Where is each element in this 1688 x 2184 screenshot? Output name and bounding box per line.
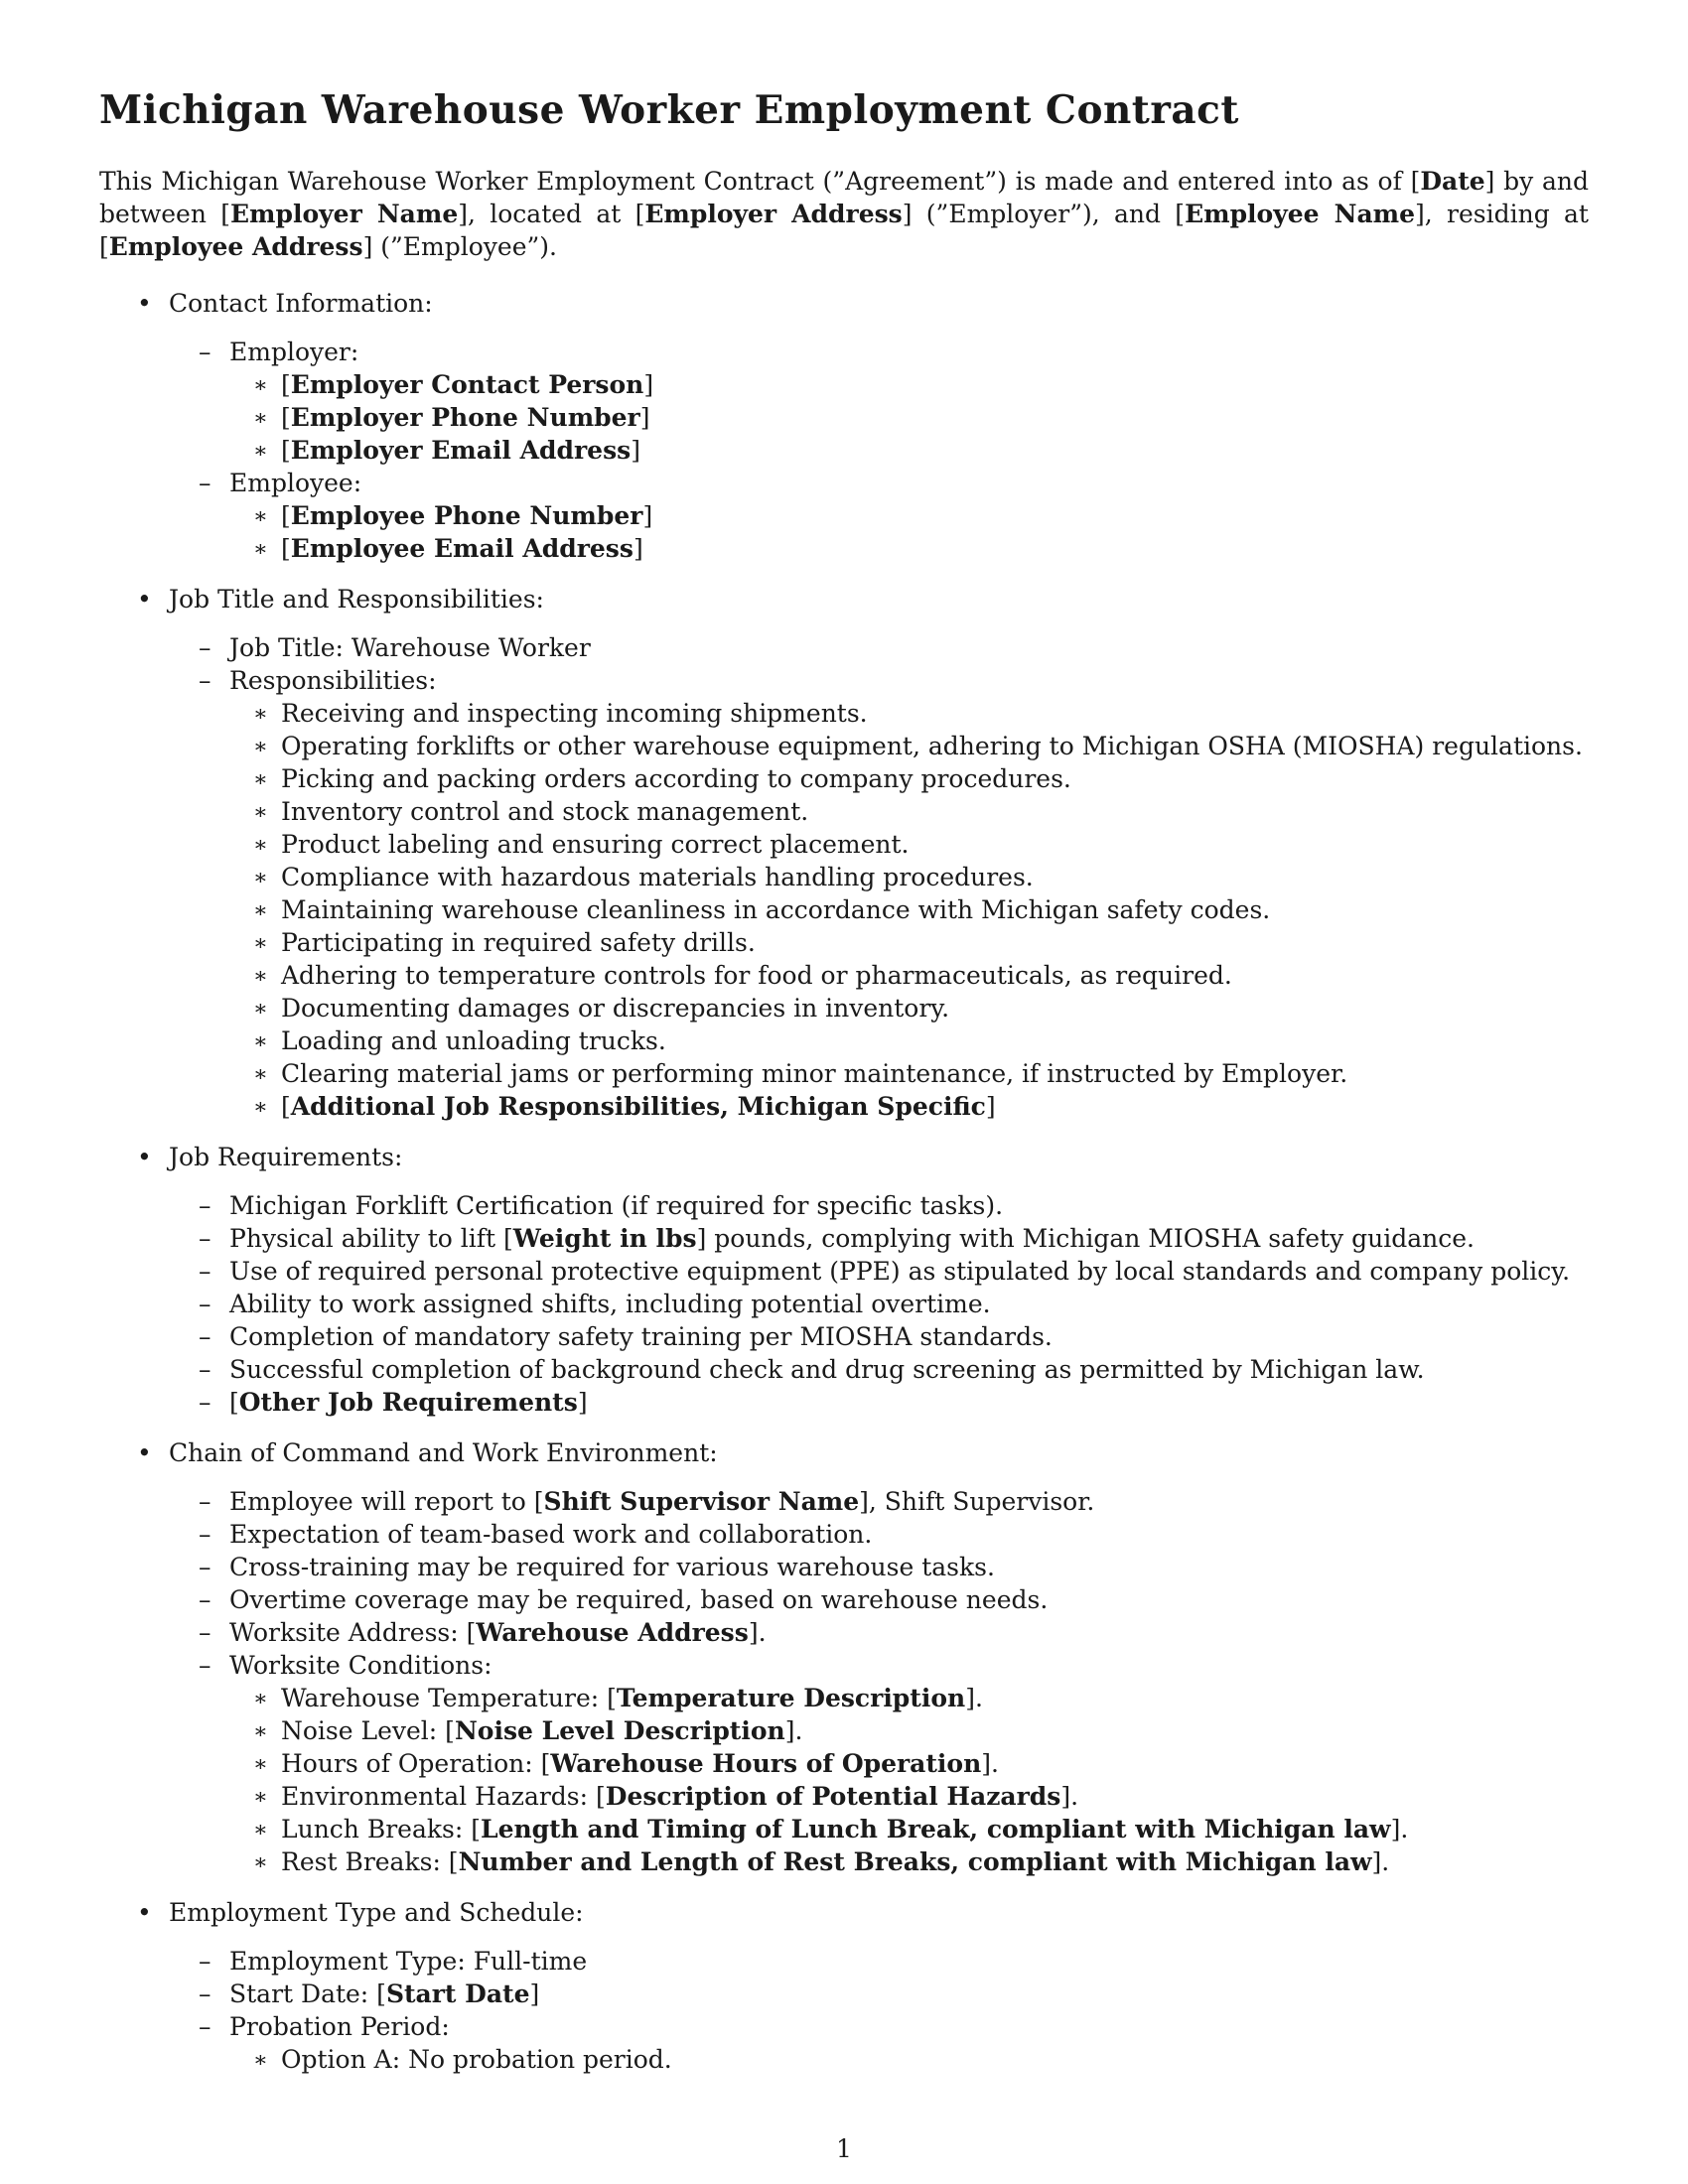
section-employment-type [99, 1896, 1589, 2076]
list-item [169, 664, 1589, 1123]
start-date-placeholder: Start Date [385, 1979, 530, 2008]
list-item: ∗ [Employer Phone Number] [229, 401, 1589, 434]
intro-text: ] by and between [ [99, 167, 1589, 228]
requirement-text: Physical ability to lift [ [229, 1224, 513, 1253]
section-heading: • Contact Information: [169, 289, 433, 318]
list-item: – [Other Job Requirements] [169, 1386, 1589, 1419]
list-item: – Successful completion of background check and drug screening as permitted by Michigan law. [169, 1353, 1589, 1386]
list-item: ∗ Environmental Hazards: [Description of Potential Hazards]. [229, 1780, 1589, 1813]
list-item: – Expectation of team-based work and collaboration. [169, 1518, 1589, 1551]
list-item [169, 1222, 1589, 1255]
rest-breaks-placeholder: Number and Length of Rest Breaks, compliant with Michigan law [458, 1847, 1372, 1876]
list-item: ∗ Rest Breaks: [Number and Length of Rest Breaks, compliant with Michigan law]. [229, 1845, 1589, 1878]
hours-placeholder: Warehouse Hours of Operation [550, 1749, 982, 1778]
list-item: ∗ Participating in required safety drills. [229, 926, 1589, 959]
intro-text: This Michigan Warehouse Worker Employment Contract (”Agreement”) is made and entered into as of [ [99, 167, 1421, 196]
intro-paragraph [99, 165, 1589, 263]
employee-address-placeholder: Employee Address [108, 232, 363, 261]
section-contact-information [99, 287, 1589, 565]
list-item: ∗ Inventory control and stock management. [229, 795, 1589, 828]
list-item [169, 1649, 1589, 1878]
list-item: ∗ Loading and unloading trucks. [229, 1024, 1589, 1057]
noise-level-placeholder: Noise Level Description [454, 1716, 785, 1745]
list-item: ∗ [Employee Email Address] [229, 532, 1589, 565]
list-item: – Completion of mandatory safety training per MIOSHA standards. [169, 1320, 1589, 1353]
warehouse-address-placeholder: Warehouse Address [476, 1618, 749, 1647]
conditions-list [229, 1682, 1589, 1878]
conditions-label: Worksite Conditions: [229, 1651, 492, 1680]
contract-sections [99, 287, 1589, 2076]
section-heading: • Job Requirements: [169, 1143, 403, 1171]
employee-label: Employee: [229, 469, 362, 497]
contract-page [99, 87, 1589, 2094]
weight-placeholder: Weight in lbs [512, 1224, 697, 1253]
list-item: ∗ Maintaining warehouse cleanliness in accordance with Michigan safety codes. [229, 893, 1589, 926]
section-chain-of-command [99, 1436, 1589, 1878]
list-item: ∗ Option A: No probation period. [229, 2043, 1589, 2076]
list-item: ∗ Lunch Breaks: [Length and Timing of Lunch Break, compliant with Michigan law]. [229, 1813, 1589, 1845]
list-item: – Employment Type: Full-time [169, 1945, 1589, 1978]
list-item: ∗ Hours of Operation: [Warehouse Hours of Operation]. [229, 1747, 1589, 1780]
page-number: 1 [836, 2134, 852, 2163]
section-job-title-responsibilities [99, 583, 1589, 1123]
chain-text: Worksite Address: [ [229, 1618, 477, 1647]
employee-email-placeholder: Employee Email Address [290, 534, 633, 563]
employer-contact-placeholder: Employer Contact Person [290, 370, 644, 399]
section-heading: • Job Title and Responsibilities: [169, 585, 544, 614]
list-item: ∗ Operating forklifts or other warehouse equipment, adhering to Michigan OSHA (MIOSHA) regulations. [229, 730, 1589, 762]
list-item: – Use of required personal protective equipment (PPE) as stipulated by local standards and company policy. [169, 1255, 1589, 1288]
responsibilities-label: Responsibilities: [229, 666, 437, 695]
lunch-break-placeholder: Length and Timing of Lunch Break, compliant with Michigan law [480, 1815, 1391, 1843]
employer-address-placeholder: Employer Address [644, 200, 903, 228]
chain-text: Employee will report to [ [229, 1487, 544, 1516]
list-item: ∗ Compliance with hazardous materials handling procedures. [229, 861, 1589, 893]
list-item: – Overtime coverage may be required, based on warehouse needs. [169, 1583, 1589, 1616]
list-item: ∗ [Employer Email Address] [229, 434, 1589, 467]
intro-text: ], residing at [ [99, 200, 1589, 261]
employer-email-placeholder: Employer Email Address [290, 436, 632, 465]
hazards-placeholder: Description of Potential Hazards [605, 1782, 1061, 1811]
list-item: ∗ Documenting damages or discrepancies in inventory. [229, 992, 1589, 1024]
other-requirements-placeholder: Other Job Requirements [238, 1388, 578, 1417]
intro-text: ] (”Employer”), and [ [902, 200, 1186, 228]
list-item: – Michigan Forklift Certification (if required for specific tasks). [169, 1189, 1589, 1222]
page-title: Michigan Warehouse Worker Employment Contract [99, 87, 1239, 133]
list-item: ∗ Warehouse Temperature: [Temperature Description]. [229, 1682, 1589, 1714]
list-item [169, 2010, 1589, 2076]
list-item: ∗ [Additional Job Responsibilities, Michigan Specific] [229, 1090, 1589, 1123]
chain-text: ]. [748, 1618, 767, 1647]
list-item: ∗ Receiving and inspecting incoming shipments. [229, 697, 1589, 730]
employee-name-placeholder: Employee Name [1185, 200, 1416, 228]
list-item: ∗ Product labeling and ensuring correct placement. [229, 828, 1589, 861]
list-item: ∗ [Employer Contact Person] [229, 368, 1589, 401]
list-item [169, 1485, 1589, 1518]
requirement-text: ] pounds, complying with Michigan MIOSHA safety guidance. [696, 1224, 1475, 1253]
supervisor-name-placeholder: Shift Supervisor Name [543, 1487, 860, 1516]
chain-text: ], Shift Supervisor. [859, 1487, 1095, 1516]
temperature-placeholder: Temperature Description [616, 1684, 966, 1712]
employee-phone-placeholder: Employee Phone Number [290, 501, 643, 530]
list-item: ∗ Adhering to temperature controls for food or pharmaceuticals, as required. [229, 959, 1589, 992]
section-heading: • Chain of Command and Work Environment: [169, 1438, 718, 1467]
list-item: ∗ Noise Level: [Noise Level Description]. [229, 1714, 1589, 1747]
list-item: – Ability to work assigned shifts, including potential overtime. [169, 1288, 1589, 1320]
additional-responsibilities-placeholder: Additional Job Responsibilities, Michigan Specific [290, 1092, 986, 1121]
employer-name-placeholder: Employer Name [230, 200, 459, 228]
employer-phone-placeholder: Employer Phone Number [290, 403, 640, 432]
list-item: – Cross-training may be required for various warehouse tasks. [169, 1551, 1589, 1583]
list-item: – Start Date: [Start Date] [169, 1978, 1589, 2010]
list-item: ∗ Clearing material jams or performing minor maintenance, if instructed by Employer. [229, 1057, 1589, 1090]
date-placeholder: Date [1420, 167, 1485, 196]
list-item: ∗ Picking and packing orders according to company procedures. [229, 762, 1589, 795]
list-item: ∗ [Employee Phone Number] [229, 499, 1589, 532]
responsibilities-list [229, 697, 1589, 1123]
intro-text: ] (”Employee”). [362, 232, 557, 261]
section-job-requirements [99, 1141, 1589, 1419]
employer-label: Employer: [229, 338, 359, 366]
list-item [169, 1616, 1589, 1649]
list-item [169, 467, 1589, 565]
intro-text: ], located at [ [458, 200, 645, 228]
list-item [169, 336, 1589, 467]
probation-label: Probation Period: [229, 2012, 450, 2041]
section-heading: • Employment Type and Schedule: [169, 1898, 584, 1927]
list-item: – Job Title: Warehouse Worker [169, 631, 1589, 664]
